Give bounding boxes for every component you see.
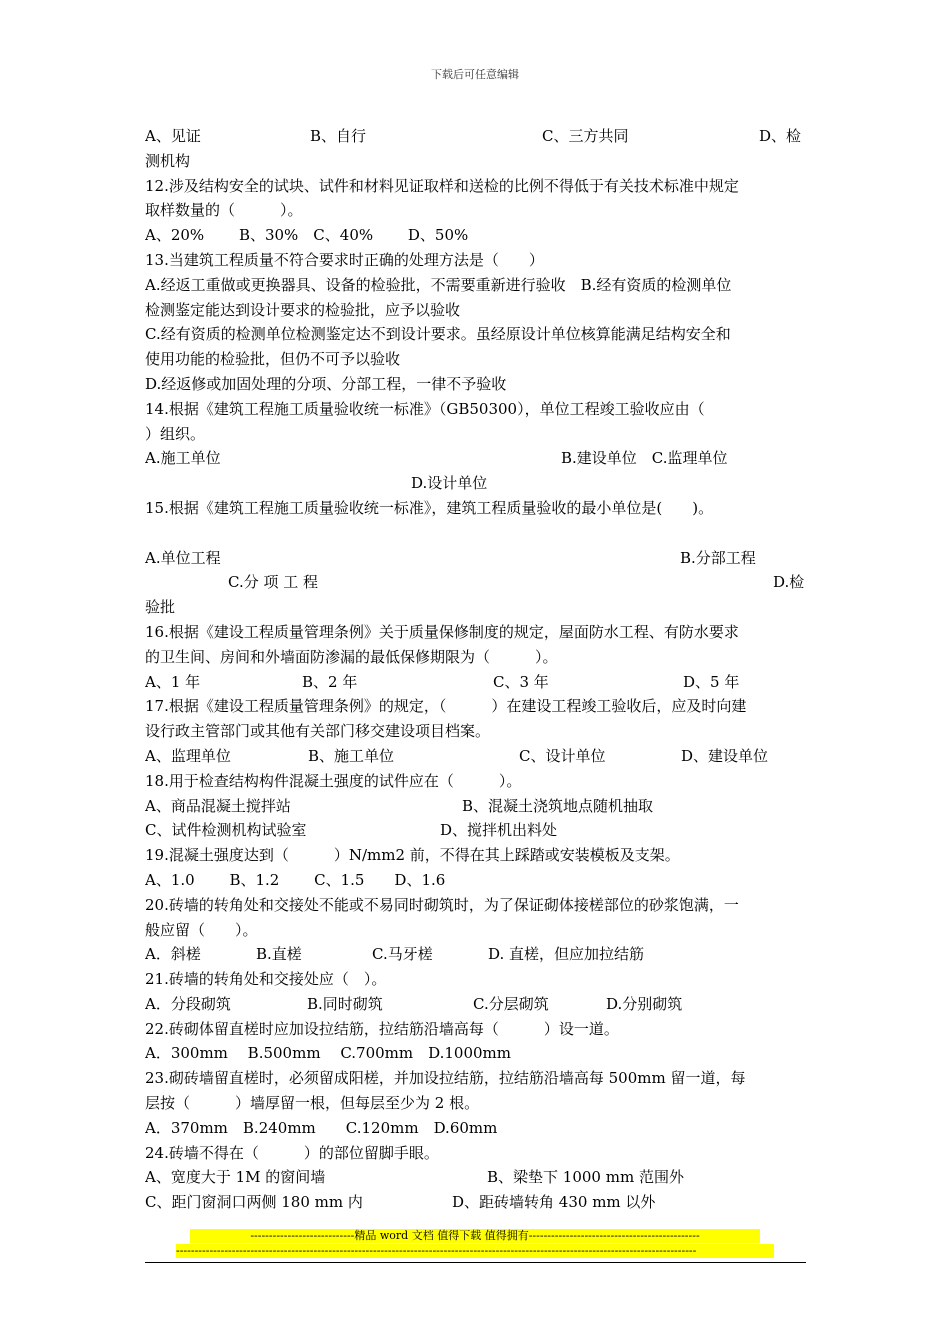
q20-option-c: C.马牙槎 xyxy=(372,945,433,964)
q20-options xyxy=(145,942,807,967)
q15-option-d: D.检 xyxy=(773,573,805,592)
q18-option-b: B、混凝土浇筑地点随机抽取 xyxy=(462,796,654,815)
q16-option-b: B、2 年 xyxy=(302,672,358,691)
q17-options xyxy=(145,744,807,769)
q13-option-c-line1: C.经有资质的检测单位检测鉴定达不到设计要求。虽经原设计单位核算能满足结构安全和 xyxy=(145,325,731,344)
q12-options: A、20% B、30% C、40% D、50% xyxy=(145,226,469,245)
q12-stem-line1: 12.涉及结构安全的试块、试件和材料见证取样和送检的比例不得低于有关技术标准中规定 xyxy=(145,176,739,195)
q14-option-bc: B.建设单位 C.监理单位 xyxy=(561,449,728,468)
q13-stem: 13.当建筑工程质量不符合要求时正确的处理方法是（ ） xyxy=(145,250,544,269)
q11-option-d-continued: 测机构 xyxy=(145,151,191,170)
q16-stem-line1: 16.根据《建设工程质量管理条例》关于质量保修制度的规定，屋面防水工程、有防水要求 xyxy=(145,622,739,641)
q15-option-c: C.分 项 工 程 xyxy=(228,573,319,592)
q17-option-d: D、建设单位 xyxy=(681,746,769,765)
q14-stem-line1: 14.根据《建筑工程施工质量验收统一标准》（GB50300），单位工程竣工验收应由（ xyxy=(145,399,705,418)
q15-option-d-continued: 验批 xyxy=(145,598,176,617)
q16-option-c: C、3 年 xyxy=(493,672,549,691)
q13-option-ab-line1: A.经返工重做或更换器具、设备的检验批，不需要重新进行验收 B.经有资质的检测单位 xyxy=(145,275,732,294)
q18-options-row1 xyxy=(145,794,807,819)
q21-option-d: D.分别砌筑 xyxy=(606,994,683,1013)
q11-option-a: A、见证 xyxy=(145,127,201,145)
footer-banner: ----------------------------精品 word 文档 值得下载 值得拥有---------------------------------------------- xyxy=(190,1229,760,1243)
q20-stem-line2: 般应留（ ）。 xyxy=(145,920,258,939)
q15-option-b: B.分部工程 xyxy=(680,548,756,567)
q15-options-row2 xyxy=(145,570,807,595)
q19-options: A、1.0 B、1.2 C、1.5 D、1.6 xyxy=(145,870,446,889)
q21-option-c: C.分层砌筑 xyxy=(473,994,549,1013)
q24-option-d: D、距砖墙转角 430 mm 以外 xyxy=(452,1193,656,1212)
q22-stem: 22.砖砌体留直槎时应加设拉结筋，拉结筋沿墙高每（ ）设一道。 xyxy=(145,1019,619,1038)
q18-options-row2 xyxy=(145,818,807,843)
q15-options-row1 xyxy=(145,546,807,571)
q14-option-d: D.设计单位 xyxy=(411,474,488,493)
q16-option-d: D、5 年 xyxy=(683,672,740,691)
footer-dashes: -------------------------------------------------------------------------------------------------------------------------------------------- xyxy=(176,1244,774,1258)
q24-option-b: B、梁垫下 1000 mm 范围外 xyxy=(487,1168,684,1187)
q21-stem: 21.砖墙的转角处和交接处应（ ）。 xyxy=(145,970,387,989)
q16-options xyxy=(145,670,807,695)
q13-option-d: D.经返修或加固处理的分项、分部工程，一律不予验收 xyxy=(145,374,507,393)
q23-options: A．370mm B.240mm C.120mm D.60mm xyxy=(145,1118,498,1137)
q15-option-a: A.单位工程 xyxy=(145,548,221,567)
q24-option-c: C、距门窗洞口两侧 180 mm 内 xyxy=(145,1193,363,1212)
q23-stem-line2: 层按（ ）墙厚留一根，但每层至少为 2 根。 xyxy=(145,1094,480,1113)
q17-stem-line1: 17.根据《建设工程质量管理条例》的规定，（ ）在建设工程竣工验收后，应及时向建 xyxy=(145,697,747,716)
q17-option-c: C、设计单位 xyxy=(519,746,606,765)
document-body xyxy=(145,124,807,1215)
q13-option-c-line2: 使用功能的检验批，但仍不可予以验收 xyxy=(145,350,401,369)
q15-stem: 15.根据《建筑工程施工质量验收统一标准》，建筑工程质量验收的最小单位是( )。 xyxy=(145,498,714,517)
q19-stem: 19.混凝土强度达到（ ）N/mm2 前，不得在其上踩踏或安装模板及支架。 xyxy=(145,846,680,865)
q24-options-row1 xyxy=(145,1165,807,1190)
q16-stem-line2: 的卫生间、房间和外墙面防渗漏的最低保修期限为（ ）。 xyxy=(145,647,558,666)
q21-options xyxy=(145,992,807,1017)
q23-stem-line1: 23.砌砖墙留直槎时，必须留成阳槎，并加设拉结筋，拉结筋沿墙高每 500mm 留一道，每 xyxy=(145,1069,746,1088)
q11-option-c: C、三方共同 xyxy=(542,127,629,145)
q20-stem-line1: 20.砖墙的转角处和交接处不能或不易同时砌筑时，为了保证砌体接槎部位的砂浆饱满，一 xyxy=(145,895,739,914)
q13-option-ab-line2: 检测鉴定能达到设计要求的检验批，应予以验收 xyxy=(145,300,461,319)
q18-stem: 18.用于检查结构构件混凝土强度的试件应在（ ）。 xyxy=(145,771,522,790)
q14-stem-line2: ）组织。 xyxy=(145,424,206,443)
page-header-note: 下载后可任意编辑 xyxy=(431,68,519,81)
q14-options-row1 xyxy=(145,446,807,471)
q18-option-c: C、试件检测机构试验室 xyxy=(145,821,307,840)
q17-stem-line2: 设行政主管部门或其他有关部门移交建设项目档案。 xyxy=(145,722,491,741)
q17-option-b: B、施工单位 xyxy=(308,746,395,765)
q18-option-a: A、商品混凝土搅拌站 xyxy=(145,796,291,815)
q20-option-d: D. 直槎，但应加拉结筋 xyxy=(488,945,645,964)
q11-options xyxy=(145,124,807,149)
blank-line xyxy=(145,521,807,546)
q22-options: A．300mm B.500mm C.700mm D.1000mm xyxy=(145,1044,511,1063)
q21-option-b: B.同时砌筑 xyxy=(307,994,383,1013)
q18-option-d: D、搅拌机出料处 xyxy=(440,821,558,840)
footer-rule xyxy=(145,1262,806,1263)
q24-option-a: A、宽度大于 1M 的窗间墙 xyxy=(145,1168,326,1187)
q12-stem-line2: 取样数量的（ ）。 xyxy=(145,201,303,220)
q11-option-d: D、检 xyxy=(759,127,802,145)
q20-option-b: B.直槎 xyxy=(256,945,302,964)
q20-option-a: A．斜槎 xyxy=(145,945,201,964)
q14-option-a: A.施工单位 xyxy=(145,449,221,468)
q21-option-a: A．分段砌筑 xyxy=(145,994,231,1013)
q24-options-row2 xyxy=(145,1190,807,1215)
q16-option-a: A、1 年 xyxy=(145,672,201,691)
q11-option-b: B、自行 xyxy=(310,127,367,145)
q17-option-a: A、监理单位 xyxy=(145,746,231,765)
q24-stem: 24.砖墙不得在（ ）的部位留脚手眼。 xyxy=(145,1143,439,1162)
q14-options-row2 xyxy=(145,471,807,496)
